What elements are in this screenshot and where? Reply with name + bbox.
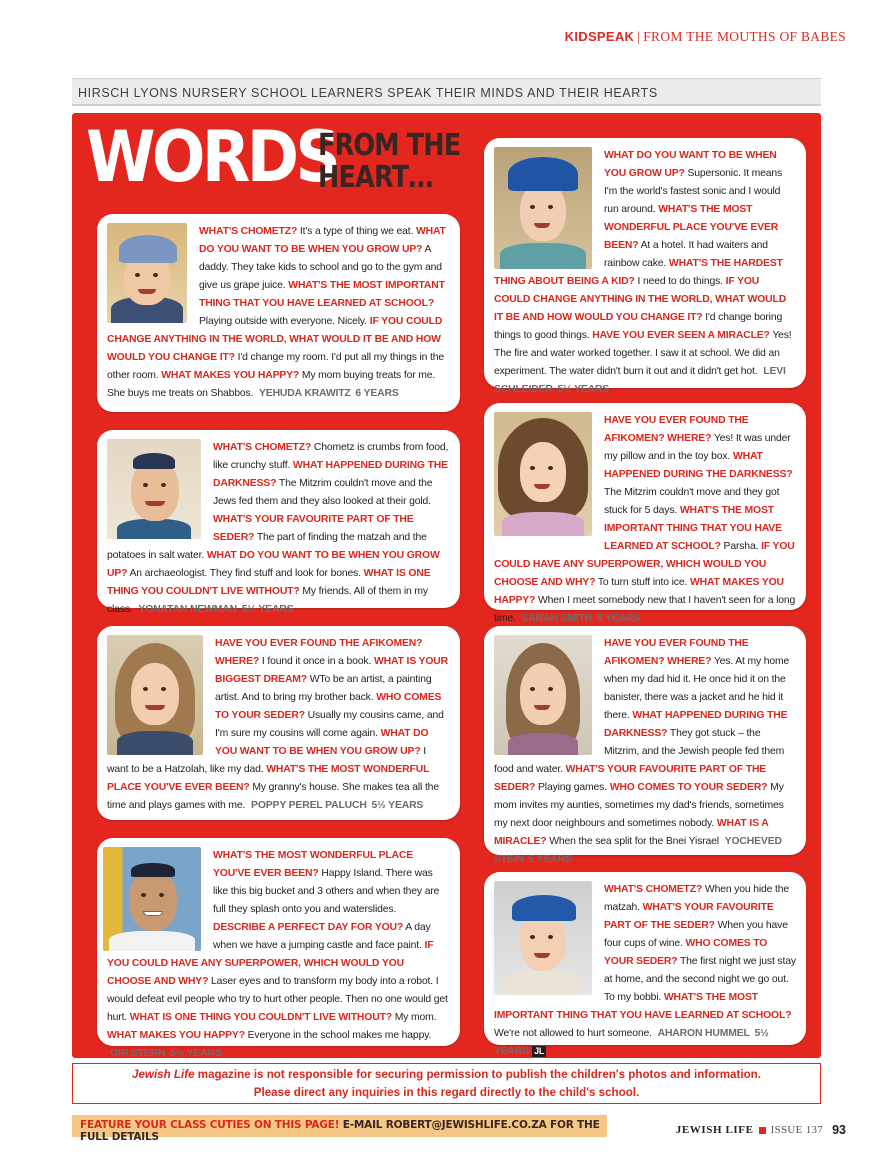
question: WHAT DO YOU WANT TO BE WHEN YOU GROW UP? (107, 550, 440, 579)
kid-name: ORI STERN (110, 1048, 166, 1059)
answer: At a hotel. It had waiters and rainbow cake. (604, 240, 768, 269)
answer: Yes! It was under my pillow and in the toy box. (604, 433, 791, 462)
answer: Usually my cousins came, and I'm sure my cousins will come again. (215, 710, 444, 739)
answer: Supersonic. It means I'm the world's fastest sonic and I would run around. (604, 168, 783, 215)
disclaimer-line-2: Please direct any inquiries in this regard directly to the child's school. (253, 1086, 640, 1099)
kid-age: 5½ YEARS (494, 1028, 769, 1057)
answer: I'd change my room. I'd put all my things in the other room. (107, 352, 445, 381)
question: WHAT DO YOU WANT TO BE WHEN YOU GROW UP? (215, 728, 429, 757)
answer: My friends. All of them in my class. (107, 586, 428, 615)
headline-from-the-heart (318, 130, 460, 194)
kid-age: 5 YEARS (596, 613, 641, 624)
question: WHAT'S CHOMETZ? (213, 442, 312, 453)
folio-magazine: JEWISH LIFE (675, 1124, 754, 1136)
subhead-banner (72, 78, 821, 106)
answer: Laser eyes and to transform my body into a robot. I would defeat evil people who try to hurt other people. Then no one would get hurt. (107, 976, 448, 1023)
kid-age: 5½ YEARS (169, 1048, 222, 1059)
answer: WTo be an artist, a painting artist. And to bring my brother back. (215, 674, 432, 703)
question: WHAT'S YOUR FAVOURITE PART OF THE SEDER? (604, 902, 774, 931)
question: WHAT IS ONE THING YOU COULDN'T LIVE WITHOUT? (129, 1012, 392, 1023)
answer: When the sea split for the Bnei Yisrael (549, 836, 719, 847)
kid-card-aharon (484, 872, 806, 1057)
kid-name: LEVI SCHLEIDER (494, 366, 786, 395)
question: WHAT'S THE MOST WONDERFUL PLACE YOU'VE EVER BEEN? (107, 764, 430, 793)
kid-card-levi (484, 138, 806, 395)
answer: Chometz is crumbs from food, like crunchy stuff. (213, 442, 449, 471)
jl-end-mark-icon: JL (534, 1046, 545, 1056)
section-name: KIDSPEAK (564, 29, 635, 44)
question: WHAT'S YOUR FAVOURITE PART OF THE SEDER? (494, 764, 767, 793)
feature-callout: FEATURE YOUR CLASS CUTIES ON THIS PAGE! (80, 1119, 340, 1131)
kid-photo (107, 635, 203, 755)
kid-photo (107, 223, 187, 323)
page-folio (676, 1123, 846, 1137)
question: WHAT'S THE MOST IMPORTANT THING THAT YOU HAVE LEARNED AT SCHOOL? (494, 992, 792, 1021)
question: WHAT DO YOU WANT TO BE WHEN YOU GROW UP? (199, 226, 446, 255)
answer: When you have four cups of wine. (604, 920, 788, 949)
question: WHAT'S THE MOST WONDERFUL PLACE YOU'VE EVER BEEN? (604, 204, 779, 251)
kid-card-yocheved (484, 626, 806, 865)
question: WHAT'S CHOMETZ? (199, 226, 298, 237)
question: IF YOU COULD CHANGE ANYTHING IN THE WORLD, WHAT WOULD IT BE AND HOW WOULD YOU CHANGE IT? (494, 276, 787, 323)
kid-name: YONATAN NEWMAN (138, 604, 237, 615)
answer: I found it once in a book. (261, 656, 372, 667)
kid-name: YEHUDA KRAWITZ (259, 388, 351, 399)
kid-card-ori (97, 838, 460, 1059)
feature-strip (72, 1115, 607, 1143)
answer: Parsha. (723, 541, 759, 552)
question: WHO COMES TO YOUR SEDER? (215, 692, 442, 721)
question: WHAT IS A MIRACLE? (494, 818, 769, 847)
question: HAVE YOU EVER SEEN A MIRACLE? (592, 330, 770, 341)
answer: It's a type of thing we eat. (299, 226, 414, 237)
question: WHAT MAKES YOU HAPPY? (494, 577, 784, 606)
kid-name: AHARON HUMMEL (657, 1028, 750, 1039)
folio-issue: ISSUE 137 (770, 1124, 824, 1136)
kid-card-yehuda (97, 214, 460, 412)
question: IF YOU COULD HAVE ANY SUPERPOWER, WHICH WOULD YOU CHOOSE AND WHY? (494, 541, 795, 588)
kid-name: YOCHEVED STEIN (494, 836, 782, 865)
kicker-separator: | (637, 29, 641, 44)
kid-age: 5½ YEARS (241, 604, 294, 615)
disclaimer-line-1 (73, 1066, 820, 1084)
question: HAVE YOU EVER FOUND THE AFIKOMEN? WHERE? (604, 415, 749, 444)
question: WHAT HAPPENED DURING THE DARKNESS? (604, 451, 793, 480)
answer: My mom. (394, 1012, 437, 1023)
question: WHAT MAKES YOU HAPPY? (107, 1030, 245, 1041)
question: IF YOU COULD HAVE ANY SUPERPOWER, WHICH WOULD YOU CHOOSE AND WHY? (107, 940, 434, 987)
kid-photo (107, 439, 201, 539)
question: WHAT MAKES YOU HAPPY? (161, 370, 300, 381)
answer: My granny's house. She makes tea all the time and plays games with me. (107, 782, 439, 811)
answer: The first night we just stay at home, and the second night we go out. To my bobbi. (604, 956, 796, 1003)
question: DESCRIBE A PERFECT DAY FOR YOU? (213, 922, 404, 933)
question: WHAT'S THE MOST IMPORTANT THING THAT YOU HAVE LEARNED AT SCHOOL? (604, 505, 782, 552)
kid-photo (494, 635, 592, 755)
kid-age: 5½ YEARS (371, 800, 424, 811)
kid-photo (103, 847, 201, 951)
question: WHAT IS YOUR BIGGEST DREAM? (215, 656, 448, 685)
photo-disclaimer (72, 1063, 821, 1104)
answer: To turn stuff into ice. (597, 577, 688, 588)
kid-age: 6 YEARS (355, 388, 399, 399)
answer: When you hide the matzah. (604, 884, 790, 913)
answer: The Mitzrim couldn't move and they got stuck for 5 days. (604, 487, 780, 516)
question: IF YOU COULD CHANGE ANYTHING IN THE WORLD, WHAT WOULD IT BE AND HOW WOULD YOU CHANGE IT? (107, 316, 443, 363)
answer: When I meet somebody new that I haven't seen for a long time. (494, 595, 796, 624)
question: WHAT'S THE MOST WONDERFUL PLACE YOU'VE EVER BEEN? (213, 850, 414, 879)
answer: A day when we have a jumping castle and face paint. (213, 922, 431, 951)
question: WHAT'S YOUR FAVOURITE PART OF THE SEDER? (213, 514, 414, 543)
kid-name: SARAH SMITH (521, 613, 593, 624)
headline-line-2: HEART… (318, 160, 433, 195)
kid-photo (494, 881, 592, 995)
answer: Playing games. (538, 782, 607, 793)
answer: I'd change boring things to good things. (494, 312, 783, 341)
answer: My mom invites my aunties, sometimes my dad's friends, sometimes my next door neighbours and sometimes nobody. (494, 782, 784, 829)
disclaimer-line-1-text: magazine is not responsible for securing permission to publish the children's photos and information. (197, 1068, 761, 1081)
subhead-text: HIRSCH LYONS NURSERY SCHOOL LEARNERS SPEAK THEIR MINDS AND THEIR HEARTS (78, 86, 658, 100)
kid-card-poppy (97, 626, 460, 820)
kid-photo (494, 412, 592, 536)
answer: They got stuck – the Mitzrim, and the Jewish people fed them food and water. (494, 728, 785, 775)
answer: The Mitzrim couldn't move and the Jews fed them and they also looked at their gold. (213, 478, 433, 507)
kid-name: POPPY PEREL PALUCH (251, 800, 367, 811)
question: WHO COMES TO YOUR SEDER? (604, 938, 768, 967)
answer: My mom buying treats for me. She buys me treats on Shabbos. (107, 370, 436, 399)
question: WHAT HAPPENED DURING THE DARKNESS? (604, 710, 788, 739)
question: HAVE YOU EVER FOUND THE AFIKOMEN? WHERE? (215, 638, 423, 667)
answer: The part of finding the matzah and the potatoes in salt water. (107, 532, 427, 561)
answer: Yes! The fire and water worked together. I saw it at school. We did an experiment. The water didn't burn it out and it didn't get hot. (494, 330, 792, 377)
page-number: 93 (832, 1123, 846, 1137)
kid-card-yonatan (97, 430, 460, 615)
answer: An archaeologist. They find stuff and look for bones. (129, 568, 361, 579)
disclaimer-magazine-name: Jewish Life (132, 1068, 195, 1081)
headline-line-1: FROM THE (318, 128, 461, 163)
headline-words: WORDS (86, 116, 338, 198)
kid-card-sarah (484, 403, 806, 624)
folio-square-icon (759, 1127, 766, 1134)
kid-age: 5½ YEARS (557, 384, 610, 395)
kid-age: 5 YEARS (528, 854, 572, 865)
answer: A daddy. They take kids to school and go to the gym and give us grape juice. (199, 244, 442, 291)
question: HAVE YOU EVER FOUND THE AFIKOMEN? WHERE? (604, 638, 749, 667)
question: WHAT'S THE HARDEST THING ABOUT BEING A KID? (494, 258, 783, 287)
section-kicker (565, 29, 846, 45)
answer: We're not allowed to hurt someone. (494, 1028, 652, 1039)
answer: I need to do things. (637, 276, 723, 287)
question: WHAT'S THE MOST IMPORTANT THING THAT YOU HAVE LEARNED AT SCHOOL? (199, 280, 445, 309)
section-subtitle: FROM THE MOUTHS OF BABES (643, 29, 846, 44)
answer: Yes. At my home when my dad hid it. He once hid it on the banister, there was a jacket and he hid it there. (604, 656, 790, 721)
question: WHAT'S CHOMETZ? (604, 884, 703, 895)
question: WHAT IS ONE THING YOU COULDN'T LIVE WITHOUT? (107, 568, 431, 597)
question: WHAT HAPPENED DURING THE DARKNESS? (213, 460, 448, 489)
question: WHAT DO YOU WANT TO BE WHEN YOU GROW UP? (604, 150, 777, 179)
answer: Happy Island. There was like this big bucket and 3 others and when they are full they splash onto you and waterslides. (213, 868, 440, 915)
question: WHO COMES TO YOUR SEDER? (609, 782, 768, 793)
answer: Playing outside with everyone. Nicely. (199, 316, 367, 327)
kid-photo (494, 147, 592, 269)
answer: I want to be a Hatzolah, like my dad. (107, 746, 427, 775)
feature-email-note[interactable]: E-MAIL ROBERT@JEWISHLIFE.CO.ZA FOR THE FULL DETAILS (80, 1119, 600, 1143)
answer: Everyone in the school makes me happy. (247, 1030, 432, 1041)
